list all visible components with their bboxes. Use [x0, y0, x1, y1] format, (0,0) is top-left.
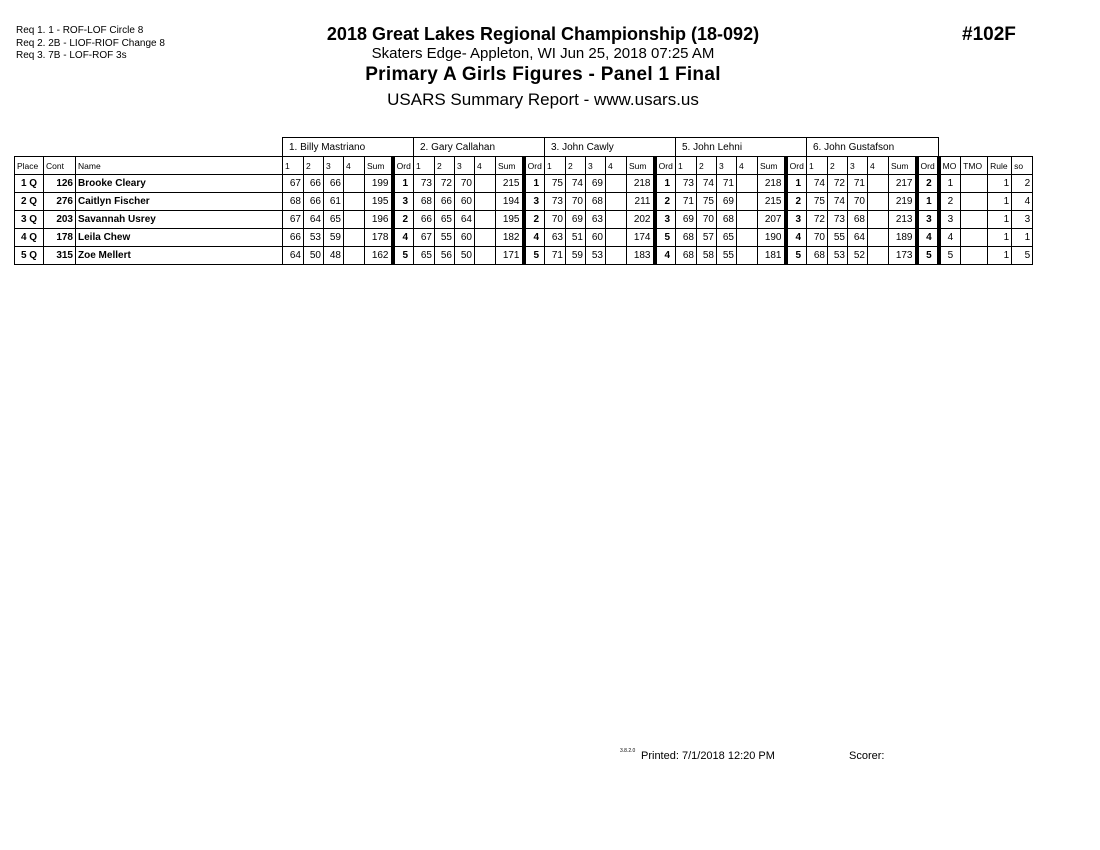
mark: 64: [283, 247, 304, 265]
col-ord: Ord: [524, 157, 545, 175]
col-cont: Cont: [44, 157, 76, 175]
col-mark: 1: [676, 157, 697, 175]
sum: 196: [365, 211, 393, 229]
venue-date: Skaters Edge- Appleton, WI Jun 25, 2018 07:25 AM: [371, 45, 715, 62]
mark: 55: [435, 229, 455, 247]
sum: 190: [758, 229, 786, 247]
col-mark: 3: [586, 157, 606, 175]
mark: [737, 175, 758, 193]
mark: [868, 175, 889, 193]
mark: 73: [676, 175, 697, 193]
mark: 53: [304, 229, 324, 247]
table-row: [15, 229, 1033, 247]
mo: 5: [939, 247, 961, 265]
skater-name: Zoe Mellert: [76, 247, 283, 265]
so: 5: [1012, 247, 1033, 265]
col-sum: Sum: [365, 157, 393, 175]
judge-name: 2. Gary Callahan: [414, 138, 545, 157]
mark: 74: [566, 175, 586, 193]
mark: 69: [717, 193, 737, 211]
ordinal: 5: [655, 229, 676, 247]
ordinal: 4: [524, 229, 545, 247]
mark: 67: [283, 175, 304, 193]
ordinal: 1: [524, 175, 545, 193]
place: 3 Q: [15, 211, 44, 229]
col-mark: 2: [435, 157, 455, 175]
ordinal: 5: [524, 247, 545, 265]
mark: 60: [586, 229, 606, 247]
rule: 1: [988, 247, 1012, 265]
mark: 65: [324, 211, 344, 229]
mark: 59: [324, 229, 344, 247]
col-place: Place: [15, 157, 44, 175]
col-mark: 4: [475, 157, 496, 175]
sum: 219: [889, 193, 917, 211]
ordinal: 3: [524, 193, 545, 211]
col-ord: Ord: [917, 157, 939, 175]
mark: 70: [848, 193, 868, 211]
requirement: Req 2. 2B - LIOF-RIOF Change 8: [16, 37, 165, 49]
sum: 218: [758, 175, 786, 193]
competitor-number: 178: [44, 229, 76, 247]
event-name: Primary A Girls Figures - Panel 1 Final: [365, 64, 721, 85]
requirement: Req 3. 7B - LOF-ROF 3s: [16, 50, 127, 61]
mark: 68: [586, 193, 606, 211]
sum: 213: [889, 211, 917, 229]
col-mark: 4: [606, 157, 627, 175]
ordinal: 2: [786, 193, 807, 211]
mark: 75: [697, 193, 717, 211]
col-mark: 3: [324, 157, 344, 175]
mark: [606, 193, 627, 211]
col-so: so: [1012, 157, 1033, 175]
so: 3: [1012, 211, 1033, 229]
mark: [868, 247, 889, 265]
col-mark: 3: [848, 157, 868, 175]
judge-header-row: [15, 138, 1033, 157]
ordinal: 1: [917, 193, 939, 211]
mark: 75: [545, 175, 566, 193]
col-mark: 2: [697, 157, 717, 175]
sum: 218: [627, 175, 655, 193]
mark: 68: [717, 211, 737, 229]
mark: 56: [435, 247, 455, 265]
rule: 1: [988, 175, 1012, 193]
table-row: [15, 247, 1033, 265]
mark: [344, 193, 365, 211]
skater-name: Brooke Cleary: [76, 175, 283, 193]
mark: 68: [848, 211, 868, 229]
sum: 162: [365, 247, 393, 265]
judge-name: 5. John Lehni: [676, 138, 807, 157]
table-row: [15, 211, 1033, 229]
mark: 66: [304, 193, 324, 211]
mark: 52: [848, 247, 868, 265]
col-mark: 1: [545, 157, 566, 175]
mark: 64: [304, 211, 324, 229]
mark: 74: [828, 193, 848, 211]
col-sum: Sum: [889, 157, 917, 175]
col-mark: 2: [828, 157, 848, 175]
col-ord: Ord: [786, 157, 807, 175]
mark: 72: [435, 175, 455, 193]
sum: 173: [889, 247, 917, 265]
mark: [475, 211, 496, 229]
mark: 74: [807, 175, 828, 193]
sum: 217: [889, 175, 917, 193]
mark: 70: [455, 175, 475, 193]
ordinal: 3: [917, 211, 939, 229]
mark: 55: [717, 247, 737, 265]
ordinal: 4: [393, 229, 414, 247]
mo: 4: [939, 229, 961, 247]
mark: [344, 211, 365, 229]
col-mark: 4: [737, 157, 758, 175]
mark: 69: [566, 211, 586, 229]
mark: 65: [435, 211, 455, 229]
sum: 195: [365, 193, 393, 211]
col-mark: 4: [868, 157, 889, 175]
mark: 60: [455, 229, 475, 247]
col-mark: 1: [283, 157, 304, 175]
mark: [606, 229, 627, 247]
judge-name: 1. Billy Mastriano: [283, 138, 414, 157]
mark: 65: [717, 229, 737, 247]
mark: 59: [566, 247, 586, 265]
col-sum: Sum: [758, 157, 786, 175]
mark: [606, 211, 627, 229]
mark: 60: [455, 193, 475, 211]
mark: [606, 247, 627, 265]
mark: 72: [807, 211, 828, 229]
mark: 70: [545, 211, 566, 229]
place: 4 Q: [15, 229, 44, 247]
sum: 215: [496, 175, 524, 193]
spacer: [15, 138, 283, 157]
sum: 211: [627, 193, 655, 211]
mark: 68: [676, 229, 697, 247]
sum: 183: [627, 247, 655, 265]
ordinal: 3: [393, 193, 414, 211]
so: 2: [1012, 175, 1033, 193]
mark: [737, 229, 758, 247]
place: 1 Q: [15, 175, 44, 193]
mark: 64: [455, 211, 475, 229]
mark: 71: [848, 175, 868, 193]
mark: 63: [586, 211, 606, 229]
mark: [344, 247, 365, 265]
column-header-row: [15, 157, 1033, 175]
competitor-number: 276: [44, 193, 76, 211]
mark: [737, 193, 758, 211]
col-tmo: TMO: [961, 157, 988, 175]
col-mark: 2: [304, 157, 324, 175]
mark: 73: [828, 211, 848, 229]
skater-name: Caitlyn Fischer: [76, 193, 283, 211]
mark: 74: [697, 175, 717, 193]
col-mark: 3: [717, 157, 737, 175]
ordinal: 3: [786, 211, 807, 229]
mark: 66: [414, 211, 435, 229]
col-mark: 1: [807, 157, 828, 175]
so: 4: [1012, 193, 1033, 211]
mark: 66: [324, 175, 344, 193]
mark: 64: [848, 229, 868, 247]
judge-name: 3. John Cawly: [545, 138, 676, 157]
skater-name: Savannah Usrey: [76, 211, 283, 229]
mark: 48: [324, 247, 344, 265]
mark: 68: [414, 193, 435, 211]
sum: 181: [758, 247, 786, 265]
ordinal: 4: [917, 229, 939, 247]
rule: 1: [988, 211, 1012, 229]
scorer-label: Scorer:: [849, 750, 885, 762]
competitor-number: 126: [44, 175, 76, 193]
sum: 171: [496, 247, 524, 265]
mark: 69: [676, 211, 697, 229]
tmo: [961, 175, 988, 193]
col-ord: Ord: [393, 157, 414, 175]
ordinal: 1: [786, 175, 807, 193]
competitor-number: 315: [44, 247, 76, 265]
mark: 50: [455, 247, 475, 265]
mark: [475, 175, 496, 193]
event-number: #102F: [962, 24, 1016, 45]
competitor-number: 203: [44, 211, 76, 229]
report-title: 2018 Great Lakes Regional Championship (18-092): [326, 24, 760, 44]
mark: 67: [414, 229, 435, 247]
mark: [475, 193, 496, 211]
mark: 71: [545, 247, 566, 265]
sum: 178: [365, 229, 393, 247]
ordinal: 2: [655, 193, 676, 211]
mark: 71: [717, 175, 737, 193]
mark: [606, 175, 627, 193]
skater-name: Leila Chew: [76, 229, 283, 247]
rule: 1: [988, 229, 1012, 247]
tmo: [961, 193, 988, 211]
mark: [868, 229, 889, 247]
col-mark: 2: [566, 157, 586, 175]
ordinal: 5: [393, 247, 414, 265]
mark: [868, 193, 889, 211]
sum: 215: [758, 193, 786, 211]
mo: 1: [939, 175, 961, 193]
sum: 182: [496, 229, 524, 247]
mark: 58: [697, 247, 717, 265]
judge-name: 6. John Gustafson: [807, 138, 939, 157]
printed-date: Printed: 7/1/2018 12:20 PM: [641, 750, 775, 762]
mark: 70: [697, 211, 717, 229]
ordinal: 2: [917, 175, 939, 193]
mark: 75: [807, 193, 828, 211]
ordinal: 3: [655, 211, 676, 229]
ordinal: 2: [393, 211, 414, 229]
mark: 66: [304, 175, 324, 193]
mark: 65: [414, 247, 435, 265]
mark: 70: [807, 229, 828, 247]
col-mark: 4: [344, 157, 365, 175]
mark: 66: [283, 229, 304, 247]
mark: 51: [566, 229, 586, 247]
col-mark: 1: [414, 157, 435, 175]
col-sum: Sum: [627, 157, 655, 175]
spacer: [939, 138, 1033, 157]
mark: [737, 247, 758, 265]
mark: 66: [435, 193, 455, 211]
report-type: USARS Summary Report - www.usars.us: [387, 90, 699, 109]
col-name: Name: [76, 157, 283, 175]
mark: [868, 211, 889, 229]
place: 2 Q: [15, 193, 44, 211]
mark: [475, 247, 496, 265]
mark: 53: [586, 247, 606, 265]
mark: 63: [545, 229, 566, 247]
ordinal: 5: [786, 247, 807, 265]
mark: 57: [697, 229, 717, 247]
table-row: [15, 175, 1033, 193]
mark: 70: [566, 193, 586, 211]
mark: 68: [283, 193, 304, 211]
sum: 207: [758, 211, 786, 229]
version-label: 3.8.2.0: [620, 748, 636, 754]
mark: [475, 229, 496, 247]
place: 5 Q: [15, 247, 44, 265]
sum: 174: [627, 229, 655, 247]
sum: 194: [496, 193, 524, 211]
mark: 71: [676, 193, 697, 211]
mark: 53: [828, 247, 848, 265]
ordinal: 2: [524, 211, 545, 229]
sum: 195: [496, 211, 524, 229]
mark: [737, 211, 758, 229]
col-mo: MO: [939, 157, 961, 175]
ordinal: 4: [655, 247, 676, 265]
ordinal: 5: [917, 247, 939, 265]
col-sum: Sum: [496, 157, 524, 175]
mark: 68: [807, 247, 828, 265]
mo: 2: [939, 193, 961, 211]
tmo: [961, 211, 988, 229]
mark: 73: [414, 175, 435, 193]
results-table: [14, 137, 1033, 265]
tmo: [961, 229, 988, 247]
mark: 68: [676, 247, 697, 265]
requirement: Req 1. 1 - ROF-LOF Circle 8: [16, 25, 144, 36]
ordinal: 1: [655, 175, 676, 193]
so: 1: [1012, 229, 1033, 247]
mark: 50: [304, 247, 324, 265]
mark: [344, 229, 365, 247]
mark: [344, 175, 365, 193]
rule: 1: [988, 193, 1012, 211]
ordinal: 1: [393, 175, 414, 193]
col-rule: Rule: [988, 157, 1012, 175]
mark: 55: [828, 229, 848, 247]
sum: 189: [889, 229, 917, 247]
mark: 72: [828, 175, 848, 193]
sum: 202: [627, 211, 655, 229]
mo: 3: [939, 211, 961, 229]
mark: 67: [283, 211, 304, 229]
ordinal: 4: [786, 229, 807, 247]
mark: 69: [586, 175, 606, 193]
table-row: [15, 193, 1033, 211]
col-mark: 3: [455, 157, 475, 175]
col-ord: Ord: [655, 157, 676, 175]
mark: 61: [324, 193, 344, 211]
mark: 73: [545, 193, 566, 211]
tmo: [961, 247, 988, 265]
sum: 199: [365, 175, 393, 193]
